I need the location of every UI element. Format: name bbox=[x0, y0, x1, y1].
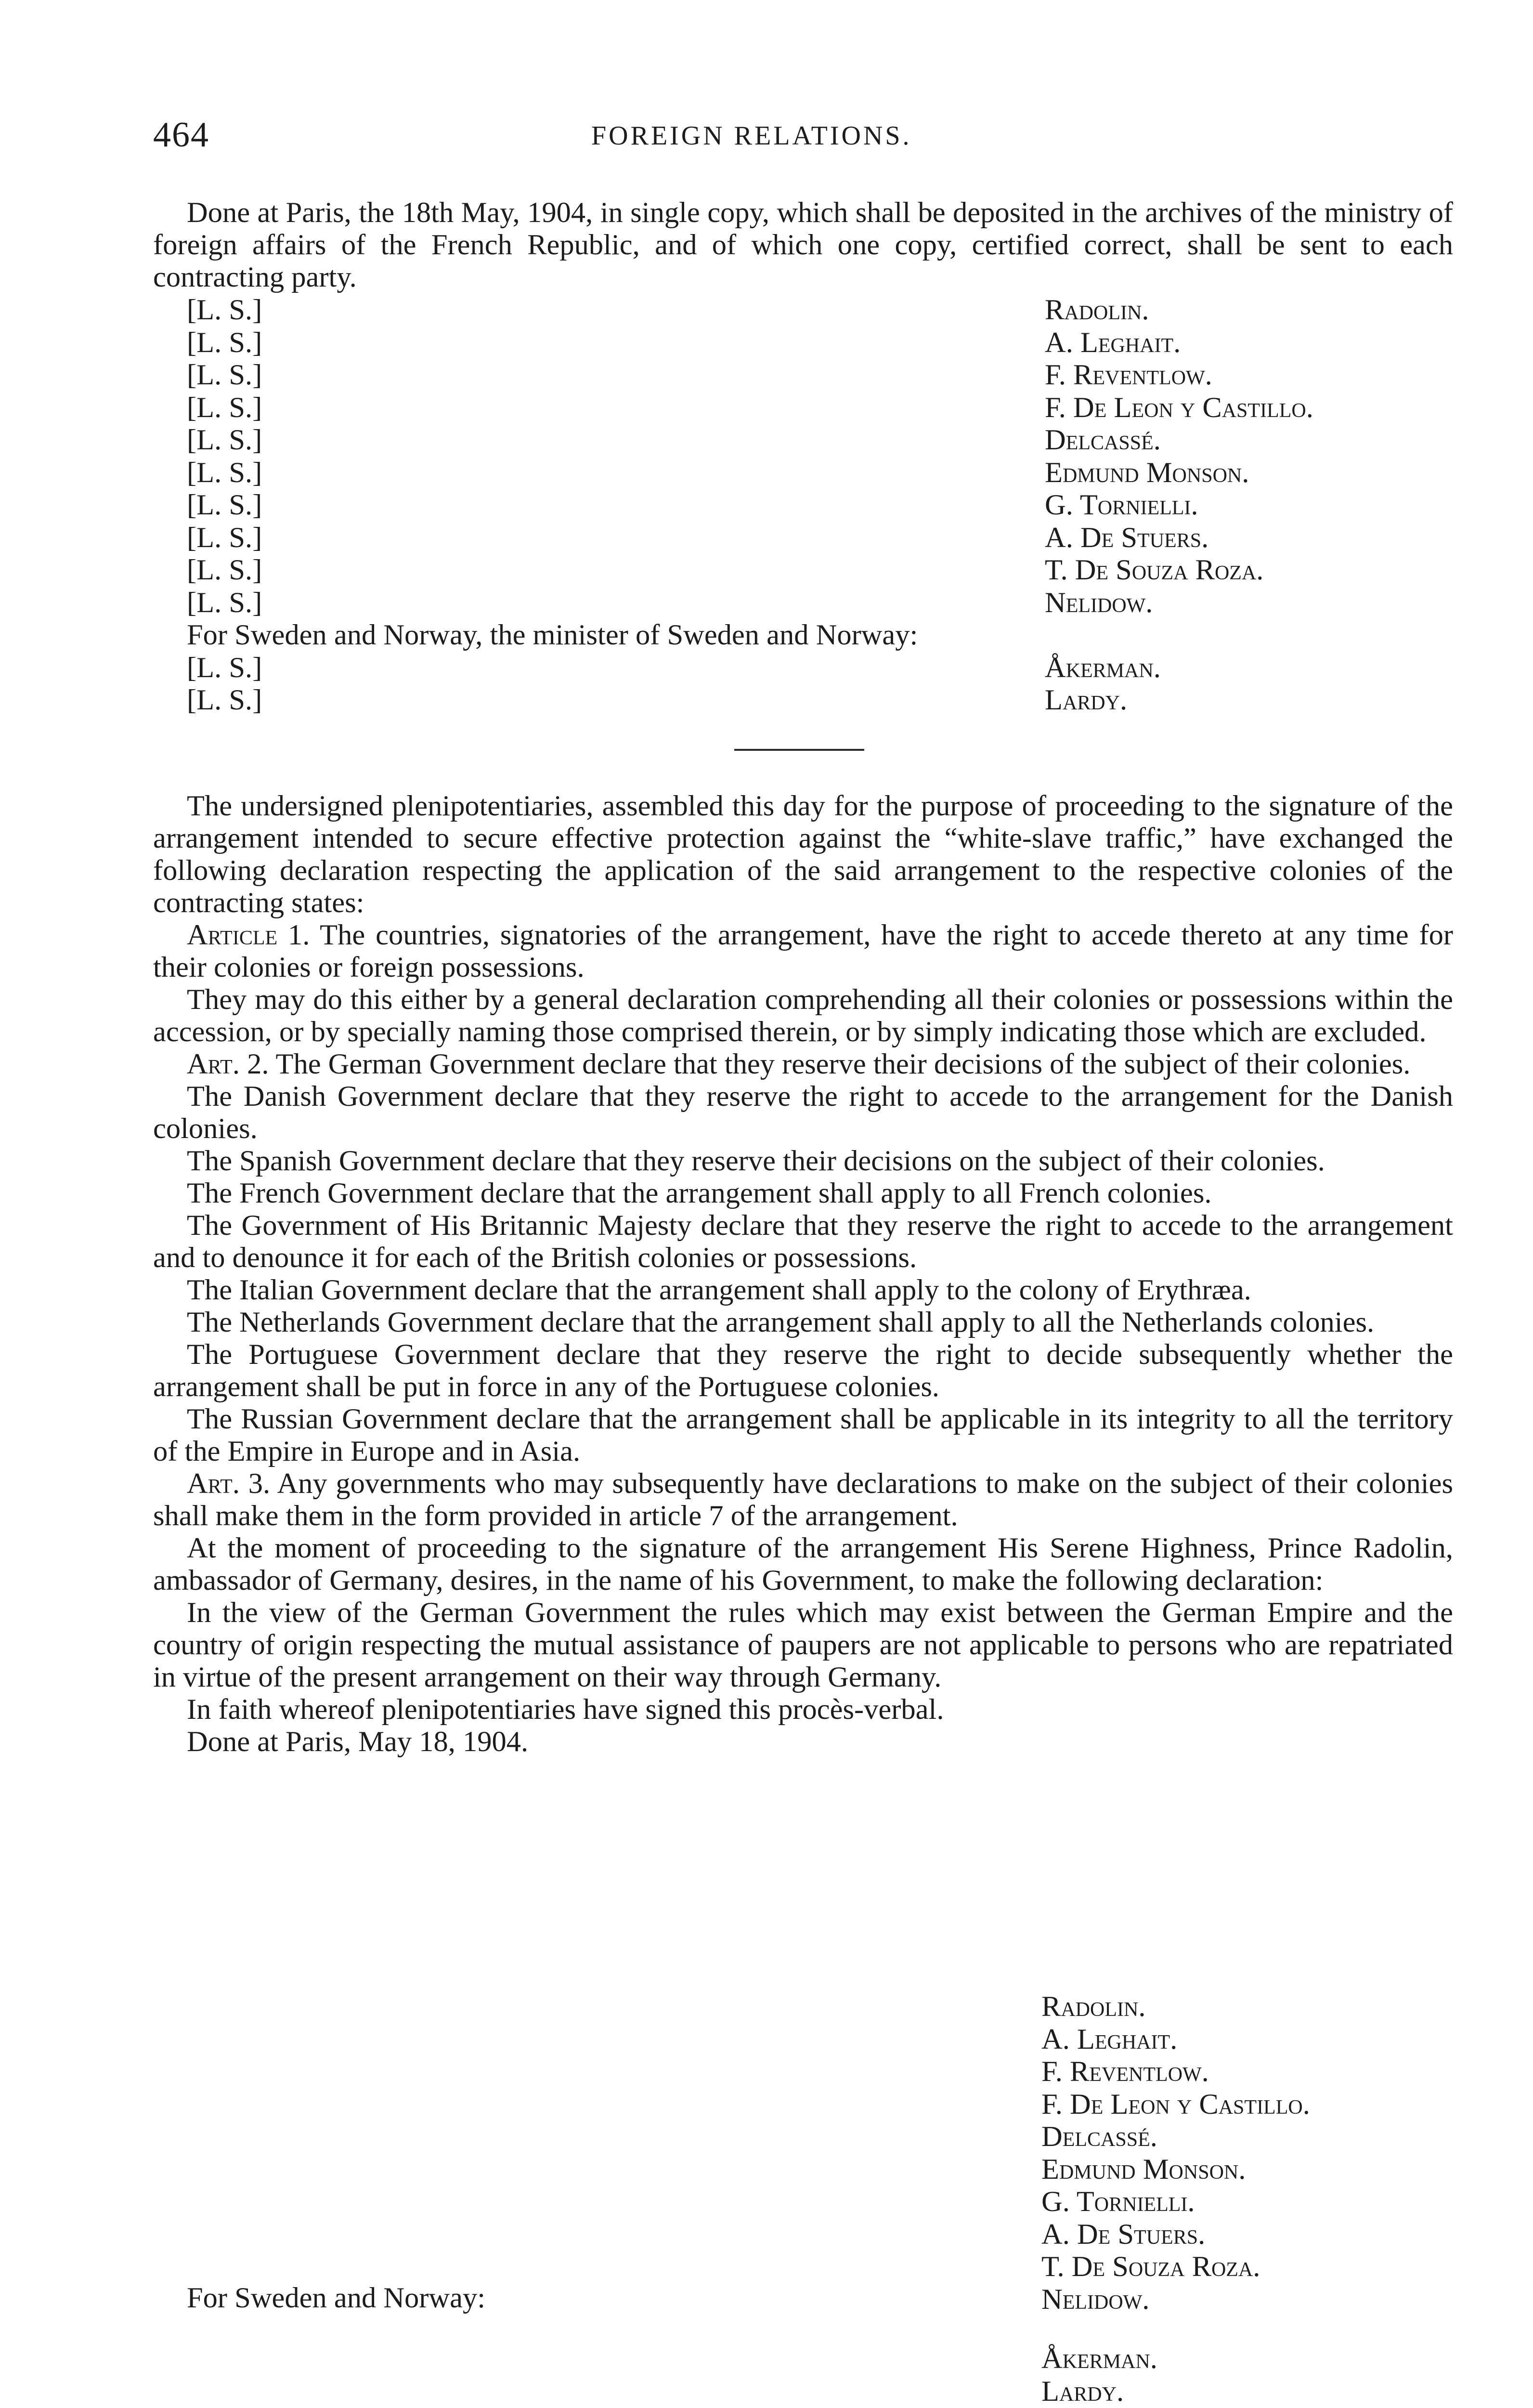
netherlands-declaration: The Netherlands Government declare that the arrangement shall apply to all the Netherlands colonies. bbox=[187, 1306, 1375, 1338]
declaration-intro: The undersigned plenipotentiaries, assembled this day for the purpose of proceeding to the signature of the arrangement intended to secure effective protection against the “white-slave traffic,” have exchanged the following declaration respecting the application of the said arrangement to the respective colonies of the contracting states: bbox=[153, 790, 1453, 919]
opening-paragraph: Done at Paris, the 18th May, 1904, in single copy, which shall be deposited in the archives of the ministry of foreign affairs of the French Republic, and of which one copy, certified correct, shall be sent to each contracting party. bbox=[153, 196, 1453, 293]
seal-mark: [L. S.] bbox=[187, 456, 262, 489]
danish-declaration: The Danish Government declare that they reserve the right to accede to the arrangement for the Danish colonies. bbox=[153, 1080, 1453, 1145]
seal-mark: [L. S.] bbox=[187, 424, 262, 456]
seal-signature-row bbox=[187, 457, 1458, 489]
article-text: The German Government declare that they reserve their decisions of the subject of their colonies. bbox=[269, 1048, 1411, 1080]
page-number: 464 bbox=[153, 115, 209, 155]
signer-name: F. De Leon y Castillo. bbox=[1045, 391, 1313, 424]
signer-name: A. Leghait. bbox=[1045, 326, 1181, 359]
running-header bbox=[153, 115, 1453, 153]
article-text: Any governments who may subsequently have declarations to make on the subject of their colonies shall make them in the form provided in article 7 of the arrangement. bbox=[153, 1467, 1453, 1532]
article-1-paragraph-2: They may do this either by a general declaration comprehending all their colonies or possessions within the accession, or by specially naming those comprised therein, or by simply indicating those which are excluded. bbox=[153, 983, 1453, 1048]
seal-signature-row bbox=[187, 294, 1458, 327]
russian-declaration: The Russian Government declare that the arrangement shall be applicable in its integrity to all the territory of the Empire in Europe and in Asia. bbox=[153, 1403, 1453, 1467]
signer-name: A. De Stuers. bbox=[1045, 521, 1209, 554]
signer-name: Radolin. bbox=[1045, 294, 1149, 326]
seal-mark: [L. S.] bbox=[187, 521, 262, 554]
seal-signature-row bbox=[187, 652, 1458, 684]
spanish-declaration: The Spanish Government declare that they reserve their decisions on the subject of their colonies. bbox=[187, 1145, 1325, 1177]
seal-mark: [L. S.] bbox=[187, 359, 262, 391]
seal-signature-row bbox=[187, 327, 1458, 359]
signer-name: G. Tornielli. bbox=[1045, 489, 1198, 521]
seal-mark: [L. S.] bbox=[187, 554, 262, 586]
sweden-norway-line: For Sweden and Norway, the minister of Sweden and Norway: bbox=[187, 619, 918, 651]
faith-whereof: In faith whereof plenipotentiaries have signed this procès-verbal. bbox=[187, 1693, 944, 1726]
seal-mark: [L. S.] bbox=[187, 489, 262, 521]
seal-signature-row bbox=[187, 359, 1458, 392]
seal-signature-row bbox=[187, 522, 1458, 554]
seal-signature-block bbox=[187, 294, 1458, 717]
signer-name: Edmund Monson. bbox=[1045, 456, 1249, 489]
seal-mark: [L. S.] bbox=[187, 651, 262, 684]
seal-signature-row bbox=[187, 424, 1458, 457]
portuguese-declaration: The Portuguese Government declare that they reserve the right to decide subsequently whether the arrangement shall be put in force in any of the Portuguese colonies. bbox=[153, 1338, 1453, 1403]
section-divider bbox=[734, 749, 864, 751]
article-label: Article 1. bbox=[187, 919, 310, 951]
seal-signature-row bbox=[187, 489, 1458, 522]
opening-section bbox=[153, 196, 1453, 293]
seal-signature-row bbox=[187, 587, 1458, 619]
signer-name: T. De Souza Roza. bbox=[1045, 554, 1264, 586]
final-signer-name: Edmund Monson. bbox=[1041, 2153, 1246, 2186]
article-1 bbox=[153, 919, 1453, 983]
seal-signature-row bbox=[187, 554, 1458, 587]
declaration-section bbox=[153, 790, 1453, 1758]
signer-name: Åkerman. bbox=[1045, 651, 1161, 684]
final-sweden-norway-label: For Sweden and Norway: bbox=[187, 2282, 486, 2314]
radolin-declaration-intro: At the moment of proceeding to the signature of the arrangement His Serene Highness, Prince Radolin, ambassador of Germany, desires, in the name of his Government, to make the following declaration: bbox=[153, 1532, 1453, 1597]
final-signer-name: F. Reventlow. bbox=[1041, 2055, 1209, 2088]
done-at-paris: Done at Paris, May 18, 1904. bbox=[187, 1726, 529, 1758]
article-label: Art. 3. bbox=[187, 1467, 271, 1500]
italian-declaration: The Italian Government declare that the arrangement shall apply to the colony of Erythræa. bbox=[187, 1274, 1251, 1306]
final-signer-name: T. De Souza Roza. bbox=[1041, 2251, 1260, 2283]
final-signer-name: A. De Stuers. bbox=[1041, 2218, 1206, 2251]
final-signer-name: Delcassé. bbox=[1041, 2120, 1157, 2153]
final-sweden-signature-list bbox=[1041, 2343, 1157, 2408]
signer-name: Delcassé. bbox=[1045, 424, 1161, 456]
french-declaration: The French Government declare that the arrangement shall apply to all French colonies. bbox=[187, 1177, 1212, 1209]
article-2 bbox=[153, 1048, 1453, 1080]
article-text: The countries, signatories of the arrangement, have the right to accede thereto at any time for their colonies or foreign possessions. bbox=[153, 919, 1453, 983]
signer-name: F. Reventlow. bbox=[1045, 359, 1212, 391]
seal-mark: [L. S.] bbox=[187, 586, 262, 619]
final-signer-name: A. Leghait. bbox=[1041, 2023, 1178, 2055]
british-declaration: The Government of His Britannic Majesty declare that they reserve the right to accede to the arrangement and to denounce it for each of the British colonies or possessions. bbox=[153, 1209, 1453, 1274]
seal-mark: [L. S.] bbox=[187, 391, 262, 424]
seal-mark: [L. S.] bbox=[187, 294, 262, 326]
german-government-view: In the view of the German Government the rules which may exist between the German Empire and the country of origin respecting the mutual assistance of paupers are not applicable to persons who are repatriated in virtue of the present arrangement on their way through Germany. bbox=[153, 1597, 1453, 1693]
signer-name: Lardy. bbox=[1045, 684, 1128, 716]
article-3 bbox=[153, 1467, 1453, 1532]
seal-signature-row bbox=[187, 392, 1458, 424]
seal-signature-row bbox=[187, 684, 1458, 717]
final-signer-name: Nelidow. bbox=[1041, 2283, 1150, 2316]
final-signer-name: F. De Leon y Castillo. bbox=[1041, 2088, 1310, 2120]
seal-mark: [L. S.] bbox=[187, 684, 262, 716]
signer-name: Nelidow. bbox=[1045, 586, 1153, 619]
final-signer-name: Åkerman. bbox=[1041, 2343, 1157, 2375]
seal-mark: [L. S.] bbox=[187, 326, 262, 359]
article-label: Art. 2. bbox=[187, 1048, 269, 1080]
final-signer-name: Lardy. bbox=[1041, 2375, 1124, 2408]
final-signer-name: G. Tornielli. bbox=[1041, 2186, 1195, 2218]
running-title: FOREIGN RELATIONS. bbox=[591, 121, 912, 151]
final-signer-name: Radolin. bbox=[1041, 1990, 1146, 2023]
final-signature-list bbox=[1041, 1990, 1310, 2316]
